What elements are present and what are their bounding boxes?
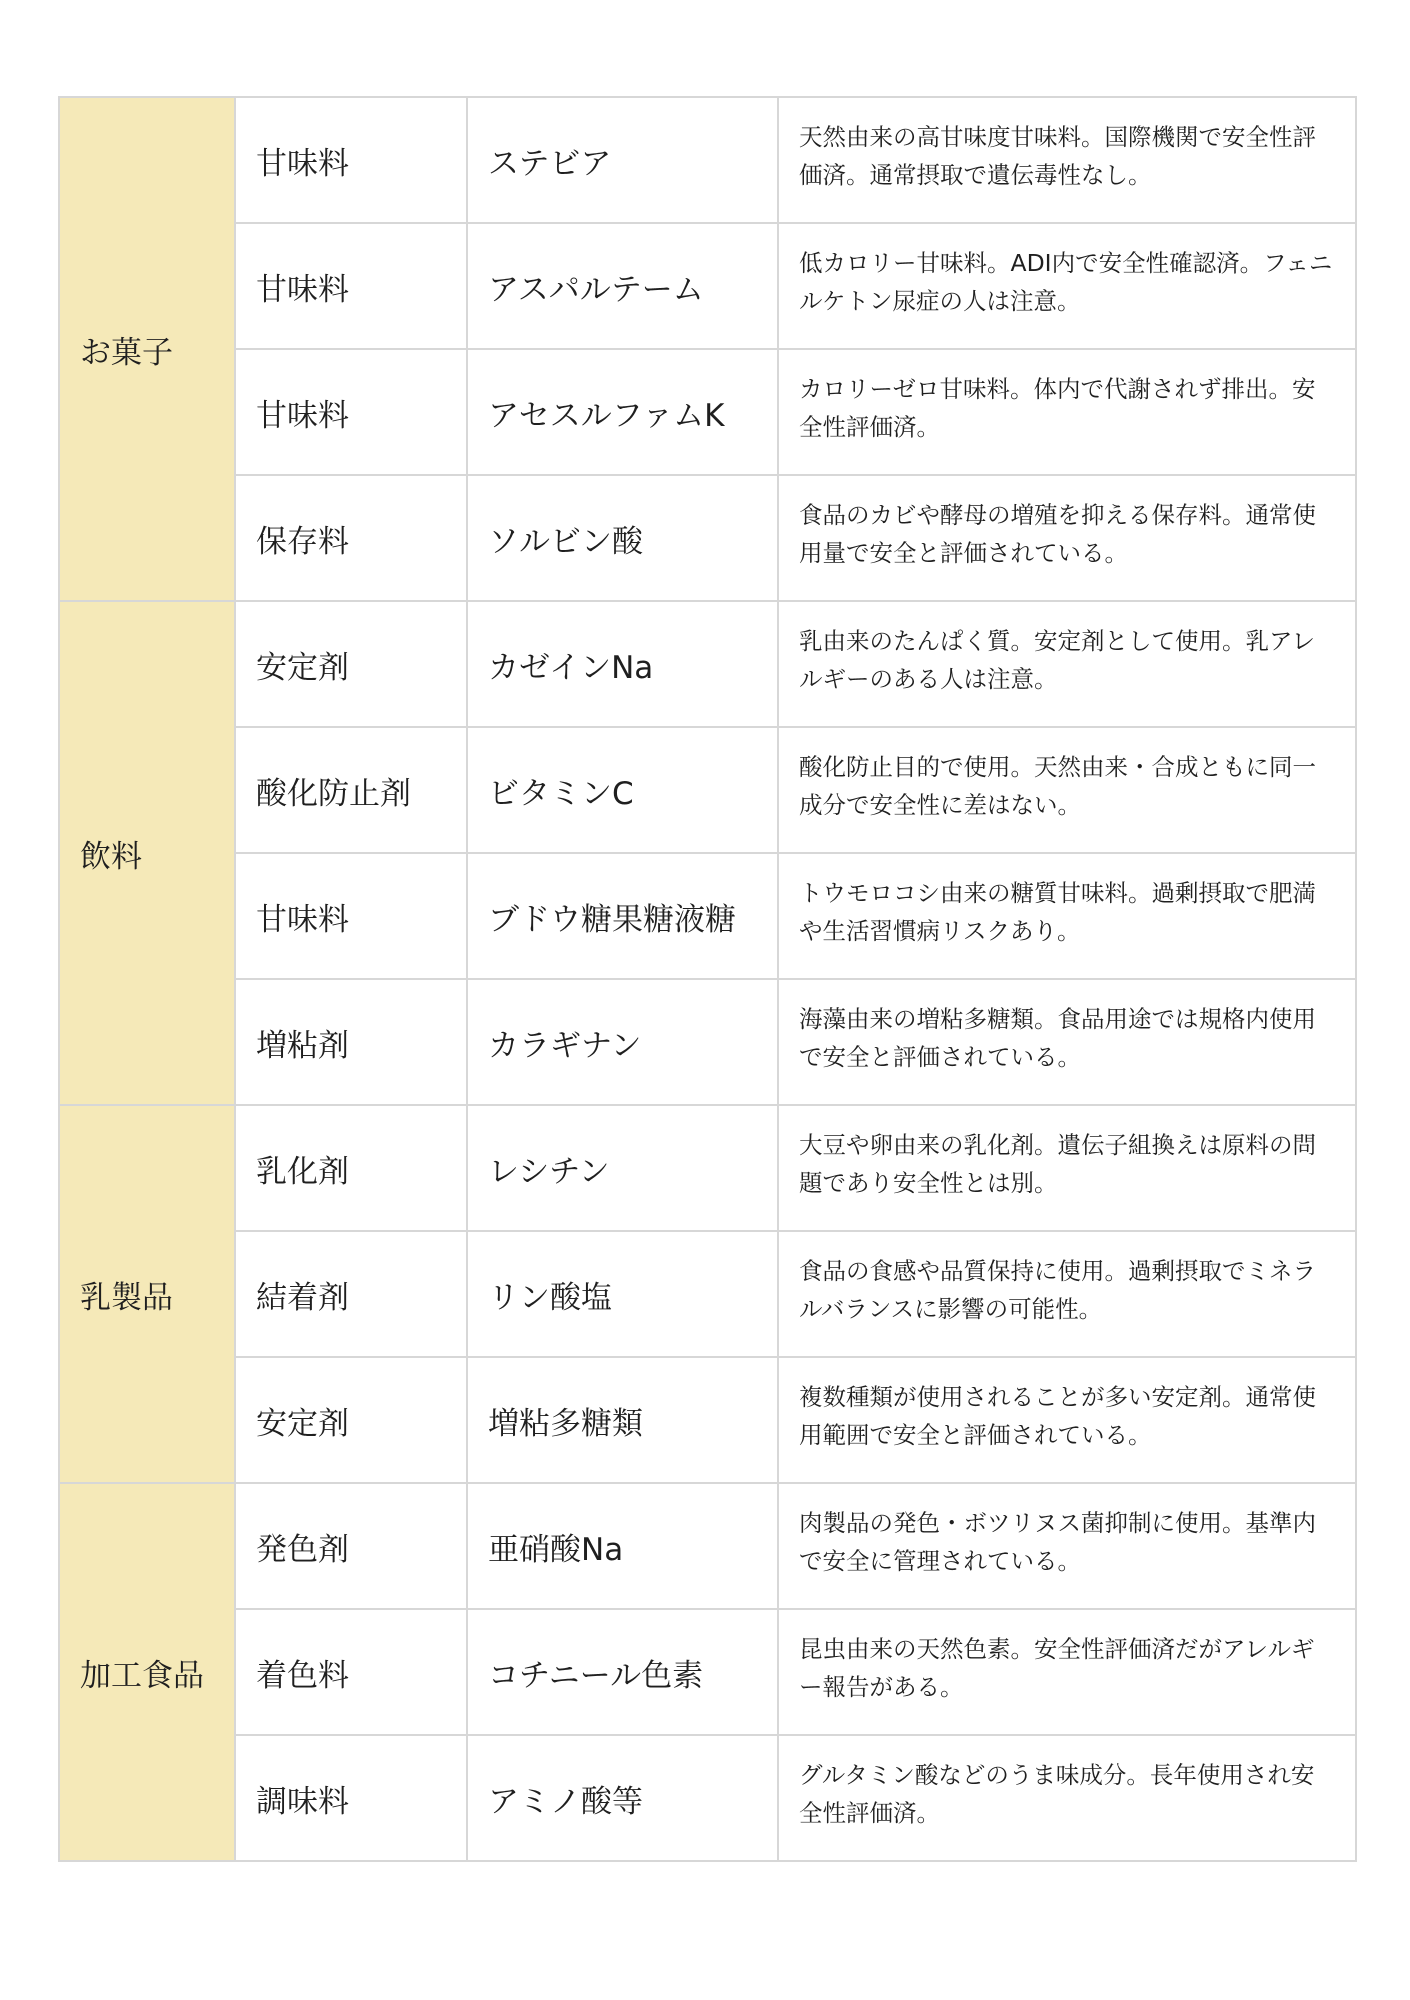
- category-cell: 加工食品: [59, 1483, 235, 1861]
- additive-type-cell: 安定剤: [235, 601, 467, 727]
- additive-type-cell: 結着剤: [235, 1231, 467, 1357]
- additive-name-cell: アセスルファムK: [467, 349, 778, 475]
- additive-type-cell: 着色料: [235, 1609, 467, 1735]
- description-cell: 食品のカビや酵母の増殖を抑える保存料。通常使用量で安全と評価されている。: [778, 475, 1356, 601]
- additive-name-cell: リン酸塩: [467, 1231, 778, 1357]
- additive-type-cell: 酸化防止剤: [235, 727, 467, 853]
- description-cell: 低カロリー甘味料。ADI内で安全性確認済。フェニルケトン尿症の人は注意。: [778, 223, 1356, 349]
- additive-name-cell: 亜硝酸Na: [467, 1483, 778, 1609]
- description-cell: 乳由来のたんぱく質。安定剤として使用。乳アレルギーのある人は注意。: [778, 601, 1356, 727]
- description-cell: 肉製品の発色・ボツリヌス菌抑制に使用。基準内で安全に管理されている。: [778, 1483, 1356, 1609]
- additive-name-cell: コチニール色素: [467, 1609, 778, 1735]
- table-row: [59, 475, 1356, 601]
- additive-name-cell: アミノ酸等: [467, 1735, 778, 1861]
- additive-table-body: [59, 97, 1356, 1861]
- description-cell: カロリーゼロ甘味料。体内で代謝されず排出。安全性評価済。: [778, 349, 1356, 475]
- description-cell: 大豆や卵由来の乳化剤。遺伝子組換えは原料の問題であり安全性とは別。: [778, 1105, 1356, 1231]
- description-cell: 天然由来の高甘味度甘味料。国際機関で安全性評価済。通常摂取で遺伝毒性なし。: [778, 97, 1356, 223]
- additive-name-cell: アスパルテーム: [467, 223, 778, 349]
- category-cell: お菓子: [59, 97, 235, 601]
- table-row: [59, 1105, 1356, 1231]
- table-row: [59, 1609, 1356, 1735]
- description-cell: 酸化防止目的で使用。天然由来・合成ともに同一成分で安全性に差はない。: [778, 727, 1356, 853]
- table-row: [59, 601, 1356, 727]
- table-row: [59, 727, 1356, 853]
- additive-type-cell: 甘味料: [235, 853, 467, 979]
- description-cell: 複数種類が使用されることが多い安定剤。通常使用範囲で安全と評価されている。: [778, 1357, 1356, 1483]
- table-row: [59, 223, 1356, 349]
- description-cell: 海藻由来の増粘多糖類。食品用途では規格内使用で安全と評価されている。: [778, 979, 1356, 1105]
- table-row: [59, 349, 1356, 475]
- additive-name-cell: レシチン: [467, 1105, 778, 1231]
- additive-name-cell: カゼインNa: [467, 601, 778, 727]
- description-cell: 昆虫由来の天然色素。安全性評価済だがアレルギー報告がある。: [778, 1609, 1356, 1735]
- description-cell: トウモロコシ由来の糖質甘味料。過剰摂取で肥満や生活習慣病リスクあり。: [778, 853, 1356, 979]
- table-row: [59, 853, 1356, 979]
- table-row: [59, 1231, 1356, 1357]
- table-row: [59, 1483, 1356, 1609]
- additive-type-cell: 発色剤: [235, 1483, 467, 1609]
- category-cell: 飲料: [59, 601, 235, 1105]
- table-row: [59, 979, 1356, 1105]
- additive-type-cell: 安定剤: [235, 1357, 467, 1483]
- description-cell: 食品の食感や品質保持に使用。過剰摂取でミネラルバランスに影響の可能性。: [778, 1231, 1356, 1357]
- additive-type-cell: 乳化剤: [235, 1105, 467, 1231]
- additive-type-cell: 調味料: [235, 1735, 467, 1861]
- table-row: [59, 1735, 1356, 1861]
- additive-name-cell: 増粘多糖類: [467, 1357, 778, 1483]
- additive-type-cell: 保存料: [235, 475, 467, 601]
- additive-name-cell: ソルビン酸: [467, 475, 778, 601]
- additive-name-cell: ステビア: [467, 97, 778, 223]
- additive-name-cell: ブドウ糖果糖液糖: [467, 853, 778, 979]
- table-row: [59, 97, 1356, 223]
- description-cell: グルタミン酸などのうま味成分。長年使用され安全性評価済。: [778, 1735, 1356, 1861]
- additive-type-cell: 甘味料: [235, 349, 467, 475]
- additive-name-cell: カラギナン: [467, 979, 778, 1105]
- additive-type-cell: 甘味料: [235, 97, 467, 223]
- table-row: [59, 1357, 1356, 1483]
- category-cell: 乳製品: [59, 1105, 235, 1483]
- additive-type-cell: 増粘剤: [235, 979, 467, 1105]
- additive-table: [58, 96, 1357, 1862]
- additive-type-cell: 甘味料: [235, 223, 467, 349]
- additive-name-cell: ビタミンC: [467, 727, 778, 853]
